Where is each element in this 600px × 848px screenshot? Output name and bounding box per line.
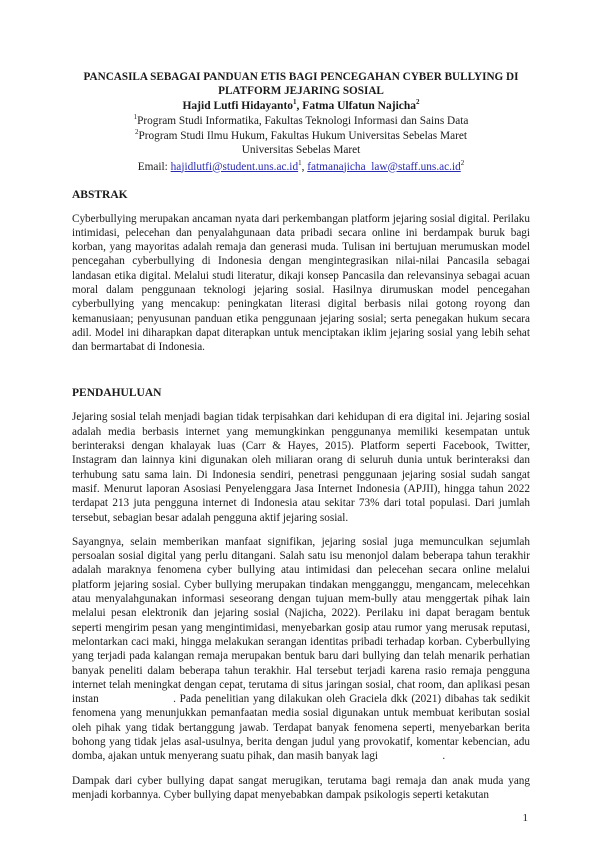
aff-1-text: Program Studi Informatika, Fakultas Teknologi Informasi dan Sains Data: [137, 115, 469, 127]
affiliation-1: [72, 114, 530, 129]
affiliation-2: [72, 129, 530, 144]
abstract-heading: ABSTRAK: [72, 188, 128, 201]
email-separator: ,: [301, 160, 308, 173]
author-1: Hajid Lutfi Hidayanto: [182, 100, 294, 112]
intro-paragraph-1: Jejaring sosial telah menjadi bagian tidak terpisahkan dari kehidupan di era digital ini. Jejaring sosial adalah media berbasis internet yang memungkinkan penggunanya memiliki kesempatan untuk berinteraksi dengan khalayak luas (Carr & Hayes, 2015). Platform seperti Facebook, Twitter, Instagram dan lainnya kini digunakan oleh miliaran orang di seluruh dunia untuk berinteraksi dan terhubung satu sama lain. Di Indonesia sendiri, penetrasi penggunaan jejaring sosial sudah sangat masif. Menurut laporan Asosiasi Penyelenggara Jasa Internet Indonesia (APJII), hingga tahun 2022 terdapat 213 juta pengguna internet di Indonesia atau sekitar 73% dari total populasi. Dari jumlah tersebut, sebagian besar adalah pengguna aktif jejaring sosial.: [72, 411, 530, 524]
email-link-1[interactable]: hajidlutfi@student.uns.ac.id: [170, 160, 299, 173]
intro-heading: PENDAHULUAN: [72, 387, 162, 400]
intro-paragraph-2: Sayangnya, selain memberikan manfaat signifikan, jejaring sosial juga memunculkan sejumlah persoalan sosial digital yang perlu ditangani. Salah satu isu menonjol dalam beberapa tahun terakhir adalah maraknya fenomena cyber bullying atau intimidasi dan pelecehan secara online melalui platform jejaring sosial. Cyber bullying merupakan tindakan mengganggu, mengancam, melecehkan atau menyalahgunakan informasi seseorang dengan tujuan mem-bully atau menggertak pihak lain melalui pesan elektronik dan jejaring sosial (Najicha, 2022). Perilaku ini dapat beragam bentuk seperti mengirim pesan yang mengintimidasi, menyebarkan gosip atau rumor yang merusak reputasi, melontarkan caci maki, hingga melakukan serangan identitas pribadi terhadap korban. Cyberbullying yang terjadi pada kalangan remaja merupakan bentuk baru dari bullying dan telah menarik perhatian banyak peneliti dalam beberapa tahun terakhir. Hal tersebut terjadi karena rasio remaja pengguna internet telah meningkat dengan cepat, terutama di situs jaringan sosial, chat room, dan aplikasi pesan instan . Pada penelitian yang dilakukan oleh Graciela dkk (2021) dibahas tak sedikit fenomena yang menunjukkan pemanfaatan media sosial digunakan untuk membuat keributan sosial oleh pihak yang tidak bertanggung jawab. Terdapat banyak fenomena seperti, menyebarkan berita bohong yang tidak jelas asal-usulnya, berita dengan judul yang provokatif, komentar kebencian, adu domba, ajakan untuk menyerang suatu pihak, dan masih banyak lagi .: [72, 535, 533, 763]
title-line-2: PLATFORM JEJARING SOSIAL: [218, 85, 384, 97]
author-2: Fatma Ulfatun Najicha: [302, 100, 417, 112]
email-2-sup: 2: [460, 158, 465, 167]
page-number: 1: [522, 812, 528, 824]
email-label: Email:: [137, 160, 171, 173]
paper-title: [72, 70, 530, 98]
aff-2-text: Program Studi Ilmu Hukum, Fakultas Hukum Universitas Sebelas Maret: [138, 129, 467, 142]
author-2-sup: 2: [416, 98, 420, 107]
aff-1-sup: 1: [133, 113, 138, 122]
aff-2-sup: 2: [134, 127, 139, 136]
paper-page: [72, 70, 533, 802]
author-1-sup: 1: [293, 98, 297, 107]
abstract-body: Cyberbullying merupakan ancaman nyata dari perkembangan platform jejaring sosial digital. Perilaku intimidasi, pelecehan dan penyalahgunaan data pribadi secara online ini berdampak buruk bagi korban, yang mayoritas adalah remaja dan generasi muda. Tulisan ini bertujuan merumuskan model pencegahan cyberbullying di Indonesia dengan mengintegrasikan nilai-nilai Pancasila sebagai landasan etika digital. Melalui studi literatur, dikaji konsep Pancasila dan relevansinya sebagai acuan moral dalam penggunaan teknologi jejaring sosial. Hasilnya dirumuskan model pencegahan cyberbullying yang mencakup: peningkatan literasi digital berbasis nilai gotong royong dan kemanusiaan; penyusunan panduan etika penggunaan jejaring sosial; serta penegakan hukum secara adil. Model ini diharapkan dapat diterapkan untuk menciptakan iklim jejaring sosial yang lebih sehat dan bermartabat di Indonesia.: [72, 212, 530, 354]
affiliation-3: Universitas Sebelas Maret: [241, 144, 361, 156]
email-line: [72, 160, 530, 175]
author-list: [72, 99, 530, 114]
intro-paragraph-3: Dampak dari cyber bullying dapat sangat merugikan, terutama bagi remaja dan anak muda yang menjadi korbannya. Cyber bullying dapat menyebabkan dampak psikologis seperti ketakutan: [72, 774, 530, 801]
email-1-sup: 1: [298, 158, 302, 167]
author-separator: ,: [296, 100, 303, 112]
email-link-2[interactable]: fatmanajicha_law@staff.uns.ac.id: [307, 160, 461, 173]
title-line-1: PANCASILA SEBAGAI PANDUAN ETIS BAGI PENCEGAHAN CYBER BULLYING DI: [83, 71, 519, 83]
